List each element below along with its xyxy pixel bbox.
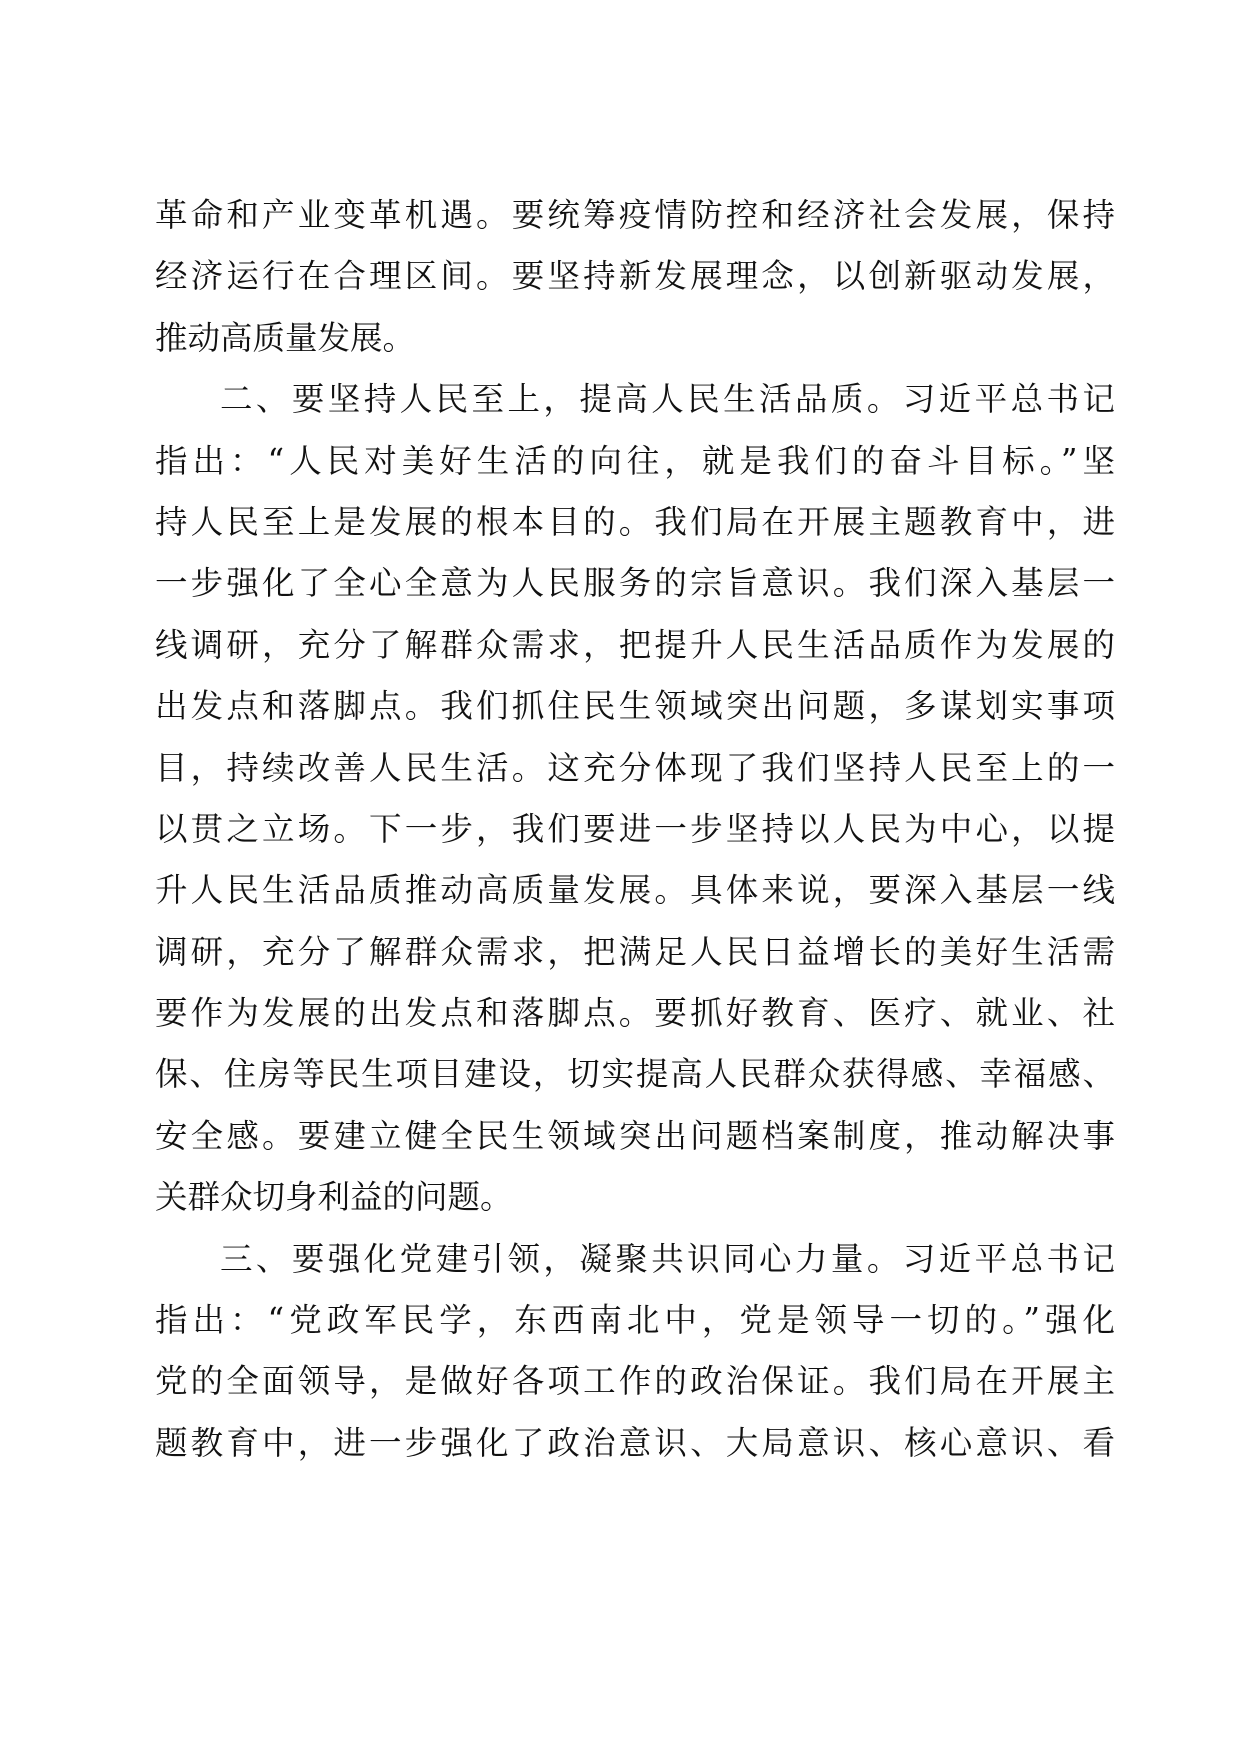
text-line: 关群众切身利益的问题。 xyxy=(155,1178,513,1217)
text-line: 升人民生活品质推动高质量发展。具体来说，要深入基层一线 xyxy=(155,871,1115,910)
text-line: 三、要强化党建引领，凝聚共识同心力量。习近平总书记 xyxy=(220,1239,1115,1278)
text-line: 二、要坚持人民至上，提高人民生活品质。习近平总书记 xyxy=(220,380,1115,419)
text-line: 革命和产业变革机遇。要统筹疫情防控和经济社会发展，保持 xyxy=(155,196,1115,234)
text-line: 安全感。要建立健全民生领域突出问题档案制度，推动解决事 xyxy=(155,1116,1115,1155)
text-line: 要作为发展的出发点和落脚点。要抓好教育、医疗、就业、社 xyxy=(155,994,1115,1033)
text-line: 以贯之立场。下一步，我们要进一步坚持以人民为中心，以提 xyxy=(155,809,1115,848)
text-line: 线调研，充分了解群众需求，把提升人民生活品质作为发展的 xyxy=(155,625,1115,664)
text-line: 出发点和落脚点。我们抓住民生领域突出问题，多谋划实事项 xyxy=(155,687,1115,726)
paragraph-continued xyxy=(155,185,1115,369)
text-line: 目，持续改善人民生活。这充分体现了我们坚持人民至上的一 xyxy=(155,748,1115,787)
text-line: 经济运行在合理区间。要坚持新发展理念，以创新驱动发展， xyxy=(155,257,1115,296)
text-line: 党的全面领导，是做好各项工作的政治保证。我们局在开展主 xyxy=(155,1362,1115,1401)
text-line: 题教育中，进一步强化了政治意识、大局意识、核心意识、看 xyxy=(155,1423,1115,1462)
text-line: 持人民至上是发展的根本目的。我们局在开展主题教育中，进 xyxy=(155,502,1115,541)
text-line: 指出：“党政军民学，东西南北中，党是领导一切的。”强化 xyxy=(155,1301,1115,1340)
paragraph-people-first xyxy=(155,369,1115,1228)
text-line: 调研，充分了解群众需求，把满足人民日益增长的美好生活需 xyxy=(155,932,1115,971)
paragraph-party-building xyxy=(155,1229,1115,1475)
text-line: 保、住房等民生项目建设，切实提高人民群众获得感、幸福感、 xyxy=(155,1055,1115,1094)
body-text xyxy=(155,185,1115,1474)
text-line: 一步强化了全心全意为人民服务的宗旨意识。我们深入基层一 xyxy=(155,564,1115,603)
text-line: 推动高质量发展。 xyxy=(155,318,416,357)
text-line: 指出：“人民对美好生活的向往，就是我们的奋斗目标。”坚 xyxy=(155,441,1115,480)
